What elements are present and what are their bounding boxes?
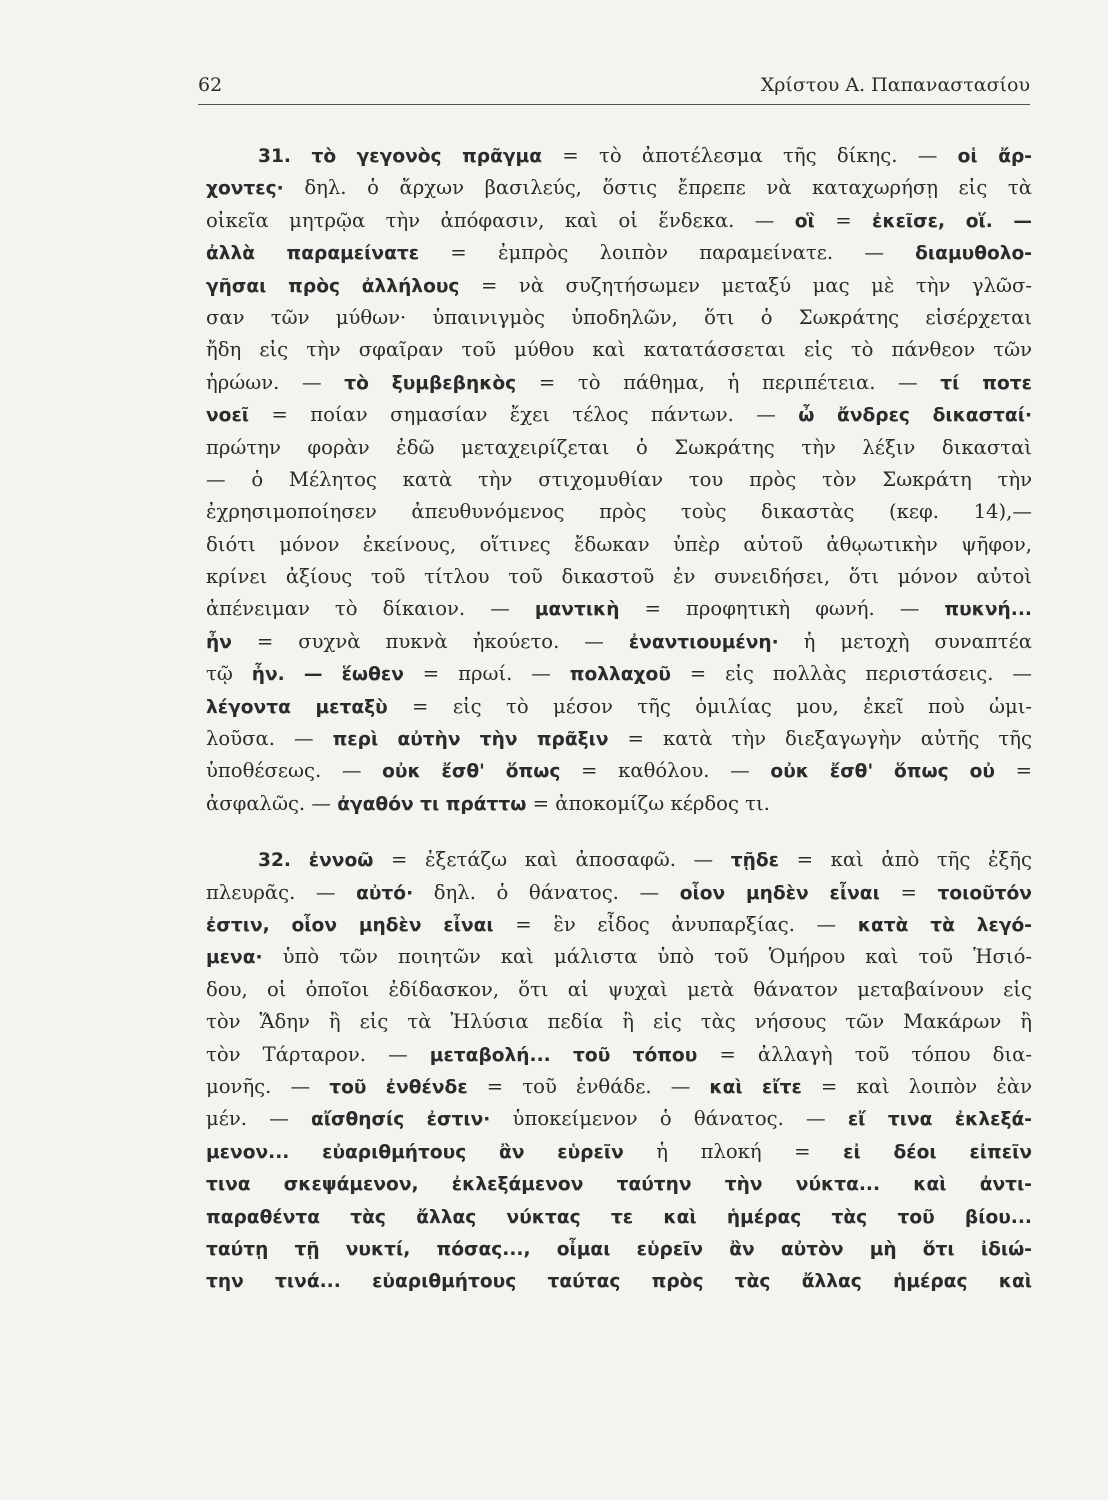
gloss-text: = νὰ συζητήσωμεν μεταξύ μας μὲ τὴν γλῶσ- bbox=[459, 273, 1032, 297]
gloss-text: ὑποκείμενον ὁ θάνατος. — bbox=[490, 1107, 848, 1131]
gloss-text: ὑπὸ τῶν ποιητῶν καὶ μάλιστα ὑπὸ τοῦ Ὁμήρου καὶ τοῦ Ἡσιό- bbox=[262, 945, 1032, 969]
lemma-term: τὸ ξυμβεβηκὸς bbox=[344, 372, 517, 394]
text-line bbox=[206, 941, 1032, 973]
gloss-text: = τὸ ἀποτέλεσμα τῆς δίκης. — bbox=[542, 144, 958, 167]
gloss-text: πλευρᾶς. — bbox=[206, 880, 357, 904]
gloss-text: = πρωί. — bbox=[403, 662, 570, 686]
lemma-term: ὦ ἄνδρες δικασταί· bbox=[798, 405, 1033, 427]
text-line bbox=[206, 496, 1032, 528]
gloss-text: = προφητικὴ φωνή. — bbox=[619, 597, 945, 621]
lemma-term: γῆσαι πρὸς ἀλλήλους bbox=[206, 275, 460, 297]
text-line bbox=[206, 140, 1032, 172]
text-line bbox=[206, 172, 1032, 204]
text-line bbox=[206, 432, 1032, 464]
gloss-text: ἡ πλοκή = bbox=[623, 1139, 844, 1163]
gloss-text: κρίνει ἀξίους τοῦ τίτλου τοῦ δικαστοῦ ἐν συνειδήσει, ὅτι μόνον αὐτοὶ bbox=[206, 565, 1032, 589]
gloss-text: = ἀλλαγὴ τοῦ τόπου δια- bbox=[697, 1042, 1032, 1066]
lemma-term: εἰ δέοι εἰπεῖν bbox=[843, 1141, 1033, 1163]
gloss-text: = καὶ ἀπὸ τῆς ἐξῆς bbox=[778, 848, 1033, 872]
lemma-term: διαμυθολο- bbox=[915, 243, 1032, 265]
gloss-text: δηλ. ὁ ἄρχων βασιλεύς, ὅστις ἔπρεπε νὰ καταχωρήσῃ εἰς τὰ bbox=[283, 176, 1032, 200]
gloss-text: δηλ. ὁ θάνατος. — bbox=[413, 880, 680, 904]
gloss-text: = ἓν εἶδος ἀνυπαρξίας. — bbox=[493, 912, 858, 936]
gloss-text: μονῆς. — bbox=[206, 1074, 330, 1098]
lemma-term: ταύτῃ τῇ νυκτί, πόσας..., οἶμαι εὑρεῖν ἂν αὐτὸν μὴ ὅτι ἰδιώ- bbox=[206, 1238, 1032, 1260]
lemma-term: πολλαχοῦ bbox=[569, 664, 671, 686]
lemma-term: ἐστιν, οἷον μηδὲν εἶναι bbox=[206, 914, 494, 936]
lemma-term: 31. τὸ γεγονὸς πρᾶγμα bbox=[258, 146, 542, 167]
gloss-text: τῷ bbox=[206, 662, 252, 686]
page-header bbox=[198, 74, 1030, 100]
lemma-term: τοιοῦτόν bbox=[937, 882, 1032, 904]
lemma-term: εἴ τινα ἐκλεξά- bbox=[847, 1109, 1032, 1131]
gloss-text: = bbox=[879, 880, 938, 904]
lemma-term: λέγοντα μεταξὺ bbox=[206, 696, 388, 718]
lemma-term: μαντικὴ bbox=[534, 599, 620, 621]
text-line bbox=[206, 658, 1032, 690]
gloss-text: = τοῦ ἐνθάδε. — bbox=[467, 1074, 710, 1098]
paragraph-32 bbox=[206, 844, 1032, 1297]
text-line bbox=[206, 691, 1032, 723]
text-line bbox=[206, 464, 1032, 496]
paragraph-31 bbox=[206, 140, 1032, 820]
gloss-text: = εἰς πολλὰς περιστάσεις. — bbox=[670, 662, 1032, 686]
gloss-text: μέν. — bbox=[206, 1107, 311, 1131]
text-line bbox=[206, 844, 1032, 876]
text-line bbox=[206, 205, 1032, 237]
gloss-text: = καὶ λοιπὸν ἐὰν bbox=[801, 1074, 1032, 1098]
text-line bbox=[206, 529, 1032, 561]
gloss-text: τὸν Τάρταρον. — bbox=[206, 1042, 430, 1066]
text-line bbox=[206, 1168, 1032, 1200]
text-line bbox=[206, 334, 1032, 366]
gloss-text: ἡρώων. — bbox=[206, 370, 345, 394]
text-line bbox=[206, 877, 1032, 909]
text-line bbox=[206, 974, 1032, 1006]
lemma-term: την τινά... εὐαριθμήτους ταύτας πρὸς τὰς ἄλλας ἡμέρας καὶ bbox=[206, 1271, 1032, 1293]
text-line bbox=[206, 1265, 1032, 1297]
lemma-term: οὐκ ἔσθ' ὅπως οὐ bbox=[770, 761, 995, 783]
text-line bbox=[206, 1233, 1032, 1265]
text-line bbox=[206, 593, 1032, 625]
gloss-text: διότι μόνον ἐκείνους, οἵτινες ἔδωκαν ὑπὲρ αὐτοῦ ἀθῳωτικὴν ψῆφον, bbox=[206, 532, 1032, 556]
text-line bbox=[206, 270, 1032, 302]
lemma-term: αὐτό· bbox=[356, 882, 414, 904]
lemma-term: μενον... εὐαριθμήτους ἂν εὑρεῖν bbox=[206, 1141, 624, 1163]
lemma-term: 32. ἐννοῶ bbox=[258, 850, 374, 872]
gloss-text: = ἀποκομίζω κέρδος τι. bbox=[526, 791, 770, 815]
text-line bbox=[206, 1039, 1032, 1071]
gloss-text: = εἰς τὸ μέσον τῆς ὁμιλίας μου, ἐκεῖ ποὺ ὡμι- bbox=[387, 694, 1032, 718]
text-line bbox=[206, 237, 1032, 269]
lemma-term: οὐκ ἔσθ' ὅπως bbox=[382, 761, 561, 783]
gloss-text: — ὁ Μέλητος κατὰ τὴν στιχομυθίαν του πρὸς τὸν Σωκράτη τὴν bbox=[206, 467, 1032, 491]
text-line bbox=[206, 1006, 1032, 1038]
lemma-term: οἷον μηδὲν εἶναι bbox=[679, 882, 880, 904]
gloss-text: = συχνὰ πυκνὰ ἠκούετο. — bbox=[231, 629, 629, 653]
text-line bbox=[206, 302, 1032, 334]
text-line bbox=[206, 755, 1032, 787]
gloss-text: τὸν Ἅδην ἢ εἰς τὰ Ἠλύσια πεδία ἢ εἰς τὰς νήσους τῶν Μακάρων ἢ bbox=[206, 1010, 1032, 1034]
lemma-term: χοντες· bbox=[206, 178, 284, 200]
gloss-text: = κατὰ τὴν διεξαγωγὴν αὐτῆς τῆς bbox=[608, 727, 1032, 751]
gloss-text: = bbox=[814, 208, 873, 232]
gloss-text: ἐχρησιμοποίησεν ἀπευθυνόμενος πρὸς τοὺς δικαστὰς (κεφ. 14),— bbox=[206, 500, 1032, 524]
lemma-term: μενα· bbox=[206, 947, 263, 969]
commentary-text bbox=[206, 140, 1032, 1298]
gloss-text: ἡ μετοχὴ συναπτέα bbox=[778, 629, 1032, 653]
gloss-text: ἀπένειμαν τὸ δίκαιον. — bbox=[206, 597, 535, 621]
text-line bbox=[206, 723, 1032, 755]
gloss-text: = καθόλου. — bbox=[560, 759, 771, 783]
gloss-text: ἤδη εἰς τὴν σφαῖραν τοῦ μύθου καὶ κατατάσσεται εἰς τὸ πάνθεον τῶν bbox=[206, 338, 1032, 362]
lemma-term: οἳ bbox=[794, 210, 815, 232]
text-line bbox=[206, 367, 1032, 399]
running-head: Χρίστου Α. Παπαναστασίου bbox=[760, 74, 1030, 96]
lemma-term: τινα σκεψάμενον, ἐκλεξάμενον ταύτην τὴν νύκτα... καὶ ἀντι- bbox=[206, 1174, 1032, 1196]
lemma-term: ἀγαθόν τι πράττω bbox=[337, 793, 527, 815]
text-line bbox=[206, 1103, 1032, 1135]
lemma-term: ἐκεῖσε, οἵ. — bbox=[872, 210, 1033, 232]
gloss-text: = ποίαν σημασίαν ἔχει τέλος πάντων. — bbox=[249, 403, 799, 427]
gloss-text: λοῦσα. — bbox=[206, 727, 333, 751]
text-line bbox=[206, 626, 1032, 658]
paragraph-gap bbox=[206, 820, 1032, 844]
gloss-text: ὑποθέσεως. — bbox=[206, 759, 383, 783]
lemma-term: μεταβολή... τοῦ τόπου bbox=[429, 1044, 698, 1066]
gloss-text: = ἐξετάζω καὶ ἀποσαφῶ. — bbox=[373, 848, 731, 872]
lemma-term: καὶ εἴτε bbox=[709, 1076, 802, 1098]
text-line bbox=[206, 561, 1032, 593]
gloss-text: δου, οἱ ὁποῖοι ἐδίδασκον, ὅτι αἱ ψυχαὶ μετὰ θάνατον μεταβαίνουν εἰς bbox=[206, 977, 1032, 1001]
gloss-text: = τὸ πάθημα, ἡ περιπέτεια. — bbox=[516, 370, 941, 394]
lemma-term: παραθέντα τὰς ἄλλας νύκτας τε καὶ ἡμέρας τὰς τοῦ βίου... bbox=[206, 1206, 1032, 1228]
text-line bbox=[206, 788, 1032, 820]
page-number: 62 bbox=[198, 74, 223, 96]
text-line bbox=[206, 399, 1032, 431]
lemma-term: πυκνή... bbox=[944, 599, 1032, 621]
lemma-term: αἴσθησίς ἐστιν· bbox=[310, 1109, 491, 1131]
gloss-text: = bbox=[994, 759, 1032, 783]
text-line bbox=[206, 1136, 1032, 1168]
gloss-text: σαν τῶν μύθων· ὑπαινιγμὸς ὑποδηλῶν, ὅτι ὁ Σωκράτης εἰσέρχεται bbox=[206, 305, 1032, 329]
lemma-term: τῇδε bbox=[730, 850, 779, 872]
text-line bbox=[206, 1071, 1032, 1103]
lemma-term: περὶ αὐτὴν τὴν πρᾶξιν bbox=[332, 729, 609, 751]
gloss-text: ἀσφαλῶς. — bbox=[206, 791, 338, 815]
lemma-term: ἦν. — ἕωθεν bbox=[251, 664, 404, 686]
gloss-text: πρώτην φορὰν ἐδῶ μεταχειρίζεται ὁ Σωκράτης τὴν λέξιν δικασταὶ bbox=[206, 435, 1032, 459]
lemma-term: νοεῖ bbox=[206, 405, 250, 427]
gloss-text: = ἐμπρὸς λοιπὸν παραμείνατε. — bbox=[419, 241, 916, 265]
text-line bbox=[206, 1201, 1032, 1233]
lemma-term: ἀλλὰ παραμείνατε bbox=[206, 243, 420, 265]
text-line bbox=[206, 909, 1032, 941]
lemma-term: ἐναντιουμένη· bbox=[628, 631, 779, 653]
lemma-term: οἱ ἄρ- bbox=[957, 146, 1033, 167]
gloss-text: οἰκεῖα μητρῷα τὴν ἀπόφασιν, καὶ οἱ ἕνδεκα. — bbox=[206, 208, 795, 232]
lemma-term: κατὰ τὰ λεγό- bbox=[857, 914, 1033, 936]
lemma-term: ἦν bbox=[206, 631, 232, 653]
header-rule bbox=[198, 104, 1030, 105]
lemma-term: τοῦ ἐνθένδε bbox=[329, 1076, 468, 1098]
lemma-term: τί ποτε bbox=[940, 372, 1032, 394]
